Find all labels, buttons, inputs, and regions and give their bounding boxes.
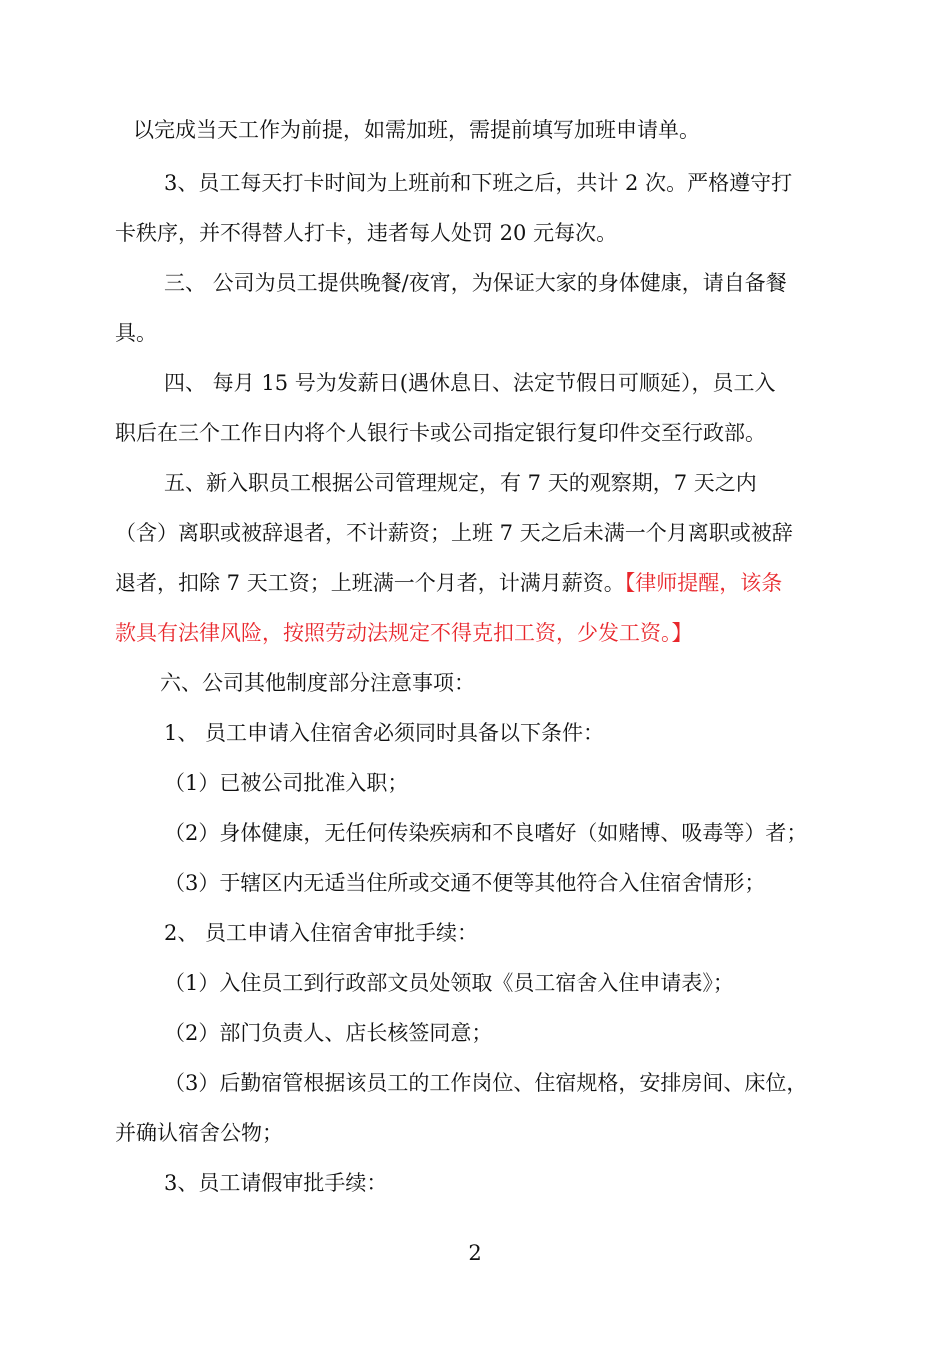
paragraph-meals-line-2: 具。 [115,321,157,345]
list-item-dorm-condition-1: （1）已被公司批准入职； [164,771,409,795]
paragraph-probation-line-1: 五、新入职员工根据公司管理规定，有 7 天的观察期，7 天之内 [164,471,757,495]
list-heading-leave-approval: 3、员工请假审批手续： [164,1171,388,1195]
paragraph-clock-in-line-2: 卡秩序，并不得替人打卡，违者每人处罚 20 元每次。 [115,221,618,245]
paragraph-meals-line-1: 三、 公司为员工提供晚餐/夜宵，为保证大家的身体健康，请自备餐 [164,271,787,295]
list-item-dorm-condition-2: （2）身体健康，无任何传染疾病和不良嗜好（如赌博、吸毒等）者； [164,821,808,845]
lawyer-note-line-2: 款具有法律风险，按照劳动法规定不得克扣工资，少发工资。】 [115,621,693,645]
lawyer-note: 【律师提醒，该条 [624,571,783,595]
paragraph-probation-line-2: （含）离职或被辞退者，不计薪资；上班 7 天之后未满一个月离职或被辞 [115,521,793,545]
list-item-dorm-condition-3: （3）于辖区内无适当住所或交通不便等其他符合入住宿舍情形； [164,871,766,895]
list-item-dorm-approval-3-line-2: 并确认宿舍公物； [115,1121,283,1145]
section-heading-other-rules: 六、公司其他制度部分注意事项： [160,671,475,695]
page-number: 2 [468,1241,482,1265]
list-item-dorm-approval-3-line-1: （3）后勤宿管根据该员工的工作岗位、住宿规格，安排房间、床位， [164,1071,808,1095]
paragraph-overtime-line-1: 以完成当天工作为前提，如需加班，需提前填写加班申请单。 [133,118,700,142]
list-heading-dorm-approval: 2、 员工申请入住宿舍审批手续： [164,921,479,945]
paragraph-probation-line-3: 退者，扣除 7 天工资；上班满一个月者，计满月薪资。【律师提醒，该条 [115,571,783,595]
paragraph-clock-in-line-1: 3、员工每天打卡时间为上班前和下班之后，共计 2 次。严格遵守打 [164,171,793,195]
paragraph-payday-line-1: 四、 每月 15 号为发薪日(遇休息日、法定节假日可顺延），员工入 [164,371,776,395]
list-item-dorm-approval-2: （2）部门负责人、店长核签同意； [164,1021,493,1045]
paragraph-payday-line-2: 职后在三个工作日内将个人银行卡或公司指定银行复印件交至行政部。 [115,421,766,445]
list-item-dorm-approval-1: （1）入住员工到行政部文员处领取《员工宿舍入住申请表》； [164,971,734,995]
list-heading-dorm-conditions: 1、 员工申请入住宿舍必须同时具备以下条件： [164,721,605,745]
